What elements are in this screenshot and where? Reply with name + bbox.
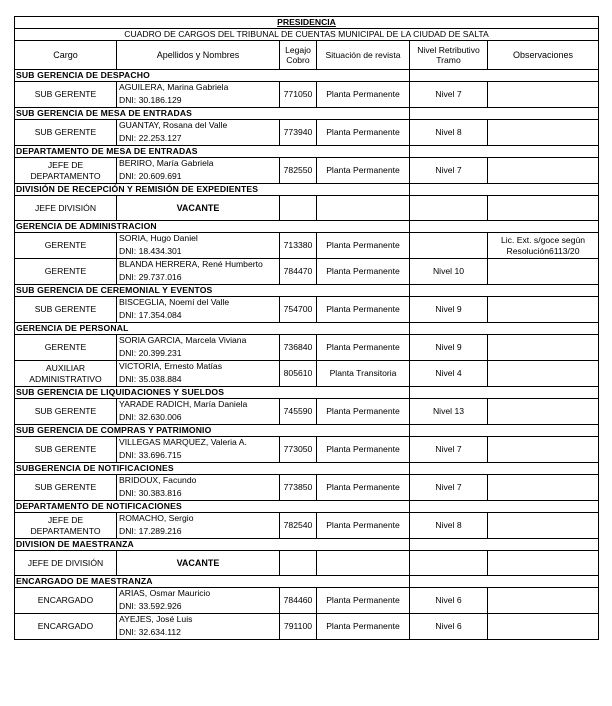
employee-name: BERIRO, María Gabriela (119, 158, 214, 168)
situacion-cell: Planta Permanente (317, 399, 410, 425)
employee-name: VICTORIA, Ernesto Matías (119, 361, 222, 371)
observaciones-cell (488, 513, 599, 539)
vacante-cell: VACANTE (117, 196, 280, 221)
cargo-cell: GERENTE (15, 335, 117, 361)
cargo-cell: JEFE DE DIVISIÓN (15, 551, 117, 576)
nivel-cell: Nivel 7 (410, 475, 488, 501)
section-filler-cell (410, 146, 599, 158)
legajo-cell: 736840 (280, 335, 317, 361)
employee-dni: DNI: 33.592.926 (119, 601, 182, 611)
situacion-cell: Planta Permanente (317, 437, 410, 463)
cargo-cell: JEFE DE DEPARTAMENTO (15, 513, 117, 539)
section-header-row (15, 184, 599, 196)
table-row (15, 614, 599, 640)
column-header-nombre: Apellidos y Nombres (117, 41, 280, 70)
nivel-cell: Nivel 8 (410, 513, 488, 539)
nombre-cell (117, 158, 280, 184)
employee-dni: DNI: 32.634.112 (119, 627, 181, 637)
employee-dni: DNI: 32.630.006 (119, 412, 182, 422)
employee-name: GUANTAY, Rosana del Valle (119, 120, 228, 130)
situacion-cell: Planta Permanente (317, 120, 410, 146)
observaciones-cell (488, 588, 599, 614)
section-filler-cell (410, 285, 599, 297)
nivel-cell: Nivel 13 (410, 399, 488, 425)
employee-dni: DNI: 17.354.084 (119, 310, 182, 320)
situacion-cell: Planta Permanente (317, 335, 410, 361)
legajo-cell: 773940 (280, 120, 317, 146)
legajo-cell: 771050 (280, 82, 317, 108)
cargo-cell: SUB GERENTE (15, 399, 117, 425)
legajo-cell (280, 551, 317, 576)
column-header-legajo: Legajo Cobro (280, 41, 317, 70)
observaciones-cell (488, 361, 599, 387)
legajo-cell: 782540 (280, 513, 317, 539)
situacion-cell: Planta Permanente (317, 82, 410, 108)
section-filler-cell (410, 108, 599, 120)
vacante-cell: VACANTE (117, 551, 280, 576)
section-filler-cell (410, 70, 599, 82)
observaciones-cell (488, 196, 599, 221)
employee-dni: DNI: 30.383.816 (119, 488, 182, 498)
observaciones-cell (488, 297, 599, 323)
cargos-table (14, 16, 599, 640)
cargo-cell: GERENTE (15, 259, 117, 285)
cargo-cell: JEFE DIVISIÓN (15, 196, 117, 221)
situacion-cell: Planta Permanente (317, 233, 410, 259)
nivel-cell (410, 233, 488, 259)
employee-name: BISCEGLIA, Noemí del Valle (119, 297, 230, 307)
situacion-cell: Planta Permanente (317, 475, 410, 501)
employee-dni: DNI: 20.399.231 (119, 348, 182, 358)
section-header-row (15, 221, 599, 233)
employee-name: SORIA, Hugo Daniel (119, 233, 198, 243)
nivel-cell (410, 551, 488, 576)
employee-name: ROMACHO, Sergio (119, 513, 194, 523)
section-filler-cell (410, 539, 599, 551)
situacion-cell (317, 551, 410, 576)
table-row (15, 233, 599, 259)
cargo-cell: GERENTE (15, 233, 117, 259)
observaciones-cell (488, 259, 599, 285)
table-row (15, 475, 599, 501)
observaciones-cell (488, 437, 599, 463)
column-header-observaciones: Observaciones (488, 41, 599, 70)
employee-dni: DNI: 35.038.884 (119, 374, 182, 384)
table-row (15, 588, 599, 614)
page-subtitle: CUADRO DE CARGOS DEL TRIBUNAL DE CUENTAS MUNICIPAL DE LA CIUDAD DE SALTA (15, 29, 599, 41)
table-row (15, 551, 599, 576)
column-header-nivel: Nivel Retributivo Tramo (410, 41, 488, 70)
observaciones-cell (488, 120, 599, 146)
situacion-cell: Planta Permanente (317, 297, 410, 323)
observaciones-cell (488, 614, 599, 640)
situacion-cell: Planta Permanente (317, 513, 410, 539)
employee-name: SORIA GARCIA, Marcela Viviana (119, 335, 247, 345)
table-row (15, 335, 599, 361)
section-header-row (15, 425, 599, 437)
nivel-cell: Nivel 4 (410, 361, 488, 387)
legajo-cell: 782550 (280, 158, 317, 184)
section-header-row (15, 108, 599, 120)
cargo-cell: JEFE DE DEPARTAMENTO (15, 158, 117, 184)
column-header-situacion: Situación de revista (317, 41, 410, 70)
section-title: DIVISION DE MAESTRANZA (15, 539, 410, 551)
cargo-cell: SUB GERENTE (15, 297, 117, 323)
subtitle-row (15, 29, 599, 41)
legajo-cell: 805610 (280, 361, 317, 387)
legajo-cell: 754700 (280, 297, 317, 323)
observaciones-cell (488, 551, 599, 576)
nombre-cell (117, 297, 280, 323)
section-title: SUB GERENCIA DE COMPRAS Y PATRIMONIO (15, 425, 410, 437)
section-title: SUBGERENCIA DE NOTIFICACIONES (15, 463, 410, 475)
section-title: SUB GERENCIA DE CEREMONIAL Y EVENTOS (15, 285, 410, 297)
situacion-cell: Planta Permanente (317, 614, 410, 640)
employee-dni: DNI: 30.186.129 (119, 95, 182, 105)
situacion-cell: Planta Permanente (317, 259, 410, 285)
legajo-cell: 791100 (280, 614, 317, 640)
observaciones-cell: Lic. Ext. s/goce según Resolución6113/20 (488, 233, 599, 259)
section-title: DEPARTAMENTO DE NOTIFICACIONES (15, 501, 410, 513)
section-title: DIVISIÓN DE RECEPCIÓN Y REMISIÓN DE EXPEDIENTES (15, 184, 410, 196)
nivel-cell: Nivel 7 (410, 158, 488, 184)
legajo-cell (280, 196, 317, 221)
section-header-row (15, 285, 599, 297)
section-title: SUB GERENCIA DE DESPACHO (15, 70, 410, 82)
nivel-cell: Nivel 10 (410, 259, 488, 285)
section-filler-cell (410, 501, 599, 513)
legajo-cell: 784470 (280, 259, 317, 285)
table-row (15, 158, 599, 184)
table-row (15, 361, 599, 387)
nombre-cell (117, 335, 280, 361)
section-filler-cell (410, 387, 599, 399)
section-title: DEPARTAMENTO DE MESA DE ENTRADAS (15, 146, 410, 158)
cargo-cell: SUB GERENTE (15, 82, 117, 108)
nombre-cell (117, 614, 280, 640)
employee-name: BRIDOUX, Facundo (119, 475, 197, 485)
nombre-cell (117, 399, 280, 425)
nombre-cell (117, 120, 280, 146)
employee-dni: DNI: 33.696.715 (119, 450, 182, 460)
section-filler-cell (410, 463, 599, 475)
employee-name: AYEJES, José Luis (119, 614, 193, 624)
section-filler-cell (410, 323, 599, 335)
employee-name: BLANDA HERRERA, René Humberto (119, 259, 263, 269)
page-title: PRESIDENCIA (15, 17, 599, 29)
observaciones-cell (488, 82, 599, 108)
situacion-cell (317, 196, 410, 221)
nivel-cell: Nivel 9 (410, 297, 488, 323)
section-filler-cell (410, 184, 599, 196)
table-row (15, 399, 599, 425)
nivel-cell (410, 196, 488, 221)
table-row (15, 513, 599, 539)
observaciones-cell (488, 475, 599, 501)
nivel-cell: Nivel 6 (410, 614, 488, 640)
observaciones-cell (488, 335, 599, 361)
section-header-row (15, 576, 599, 588)
employee-dni: DNI: 18.434.301 (119, 246, 182, 256)
column-header-cargo: Cargo (15, 41, 117, 70)
cargo-cell: AUXILIAR ADMINISTRATIVO (15, 361, 117, 387)
employee-dni: DNI: 17.289.216 (119, 526, 182, 536)
legajo-cell: 745590 (280, 399, 317, 425)
section-title: GERENCIA DE PERSONAL (15, 323, 410, 335)
situacion-cell: Planta Transitoria (317, 361, 410, 387)
section-title: GERENCIA DE ADMINISTRACION (15, 221, 410, 233)
legajo-cell: 713380 (280, 233, 317, 259)
legajo-cell: 773050 (280, 437, 317, 463)
section-header-row (15, 501, 599, 513)
nivel-cell: Nivel 8 (410, 120, 488, 146)
nombre-cell (117, 82, 280, 108)
section-header-row (15, 539, 599, 551)
table-row (15, 82, 599, 108)
employee-dni: DNI: 22.253.127 (119, 133, 182, 143)
table-row (15, 259, 599, 285)
header-row (15, 41, 599, 70)
nombre-cell (117, 588, 280, 614)
section-title: ENCARGADO DE MAESTRANZA (15, 576, 410, 588)
cargo-cell: SUB GERENTE (15, 437, 117, 463)
nombre-cell (117, 437, 280, 463)
legajo-cell: 784460 (280, 588, 317, 614)
section-title: SUB GERENCIA DE MESA DE ENTRADAS (15, 108, 410, 120)
employee-name: ARIAS, Osmar Mauricio (119, 588, 211, 598)
section-filler-cell (410, 576, 599, 588)
cargo-cell: SUB GERENTE (15, 475, 117, 501)
nivel-cell: Nivel 7 (410, 82, 488, 108)
nivel-cell: Nivel 9 (410, 335, 488, 361)
observaciones-cell (488, 158, 599, 184)
employee-name: AGUILERA, Marina Gabriela (119, 82, 229, 92)
section-header-row (15, 387, 599, 399)
nombre-cell (117, 233, 280, 259)
nombre-cell (117, 259, 280, 285)
employee-dni: DNI: 29.737.016 (119, 272, 182, 282)
legajo-cell: 773850 (280, 475, 317, 501)
table-row (15, 120, 599, 146)
employee-name: VILLEGAS MARQUEZ, Valeria A. (119, 437, 247, 447)
table-row (15, 437, 599, 463)
section-filler-cell (410, 221, 599, 233)
section-title: SUB GERENCIA DE LIQUIDACIONES Y SUELDOS (15, 387, 410, 399)
nombre-cell (117, 361, 280, 387)
nivel-cell: Nivel 7 (410, 437, 488, 463)
situacion-cell: Planta Permanente (317, 158, 410, 184)
title-row (15, 17, 599, 29)
section-header-row (15, 323, 599, 335)
observaciones-cell (488, 399, 599, 425)
nivel-cell: Nivel 6 (410, 588, 488, 614)
situacion-cell: Planta Permanente (317, 588, 410, 614)
table-row (15, 196, 599, 221)
nombre-cell (117, 513, 280, 539)
table-row (15, 297, 599, 323)
section-header-row (15, 463, 599, 475)
cargo-cell: SUB GERENTE (15, 120, 117, 146)
employee-dni: DNI: 20.609.691 (119, 171, 182, 181)
nombre-cell (117, 475, 280, 501)
cargo-cell: ENCARGADO (15, 588, 117, 614)
cargo-cell: ENCARGADO (15, 614, 117, 640)
section-header-row (15, 146, 599, 158)
employee-name: YARADE RADICH, María Daniela (119, 399, 248, 409)
section-filler-cell (410, 425, 599, 437)
section-header-row (15, 70, 599, 82)
